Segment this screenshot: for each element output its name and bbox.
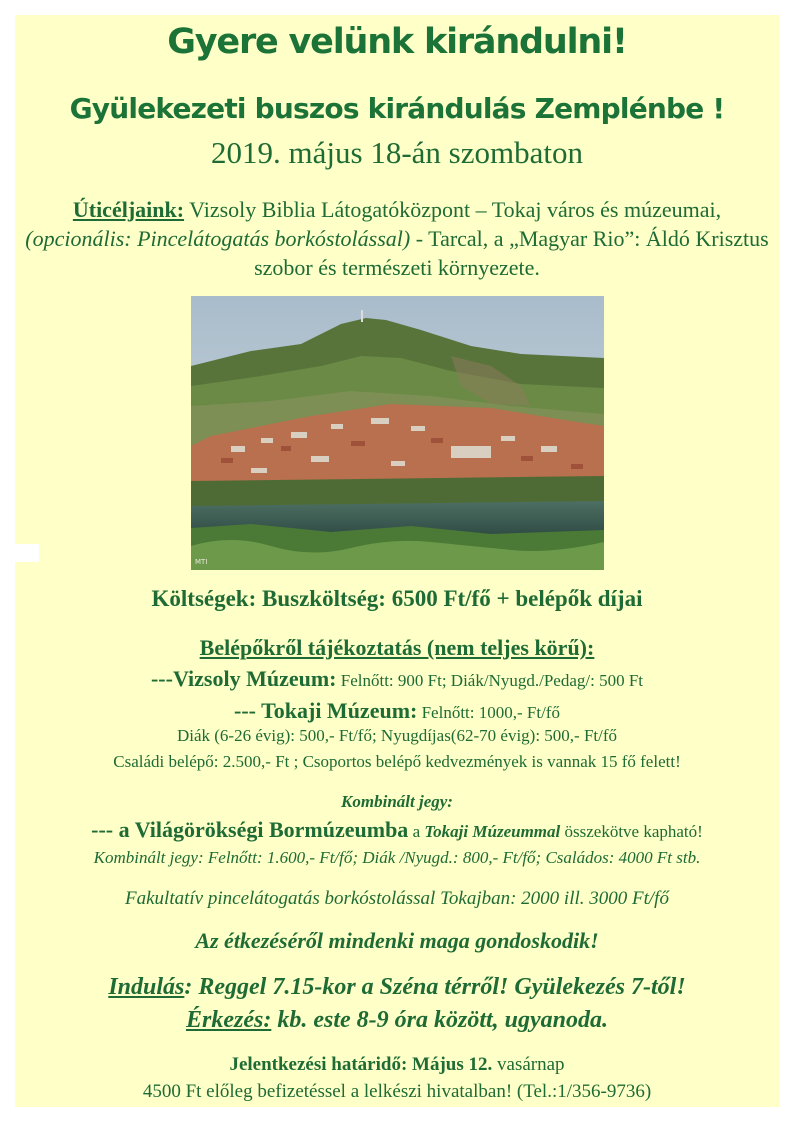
white-corner-mark	[15, 544, 39, 562]
tokaj-museum-name: --- Tokaji Múzeum:	[234, 698, 418, 723]
arrival-text: kb. este 8-9 óra között, ugyanoda.	[271, 1007, 608, 1033]
arrival-label: Érkezés:	[186, 1007, 272, 1033]
flyer-title: Gyere velünk kirándulni!	[167, 22, 627, 62]
combined-ticket-line	[15, 817, 779, 843]
tokaj-museum-line	[15, 698, 779, 724]
trip-date: 2019. május 18-án szombaton	[211, 135, 583, 170]
photo-caption: MTI	[195, 558, 208, 566]
departure-line	[15, 974, 779, 1001]
destinations-optional: (opcionális: Pincelátogatás borkóstolással)	[25, 226, 411, 251]
destinations-paragraph	[15, 195, 779, 282]
registration-deadline: Jelentkezési határidő: Május 12.	[229, 1054, 493, 1075]
departure-text: : Reggel 7.15-kor a Széna térről! Gyülekezés 7-től!	[184, 974, 686, 1000]
destinations-text-1: Vizsoly Biblia Látogatóközpont – Tokaj város és múzeumai,	[184, 197, 722, 222]
vizsoly-museum-name: ---Vizsoly Múzeum:	[150, 666, 337, 691]
combined-tokaj-museum: Tokaji Múzeummal	[424, 822, 561, 841]
departure-label: Indulás	[108, 974, 185, 1000]
combined-ticket-title: Kombinált jegy:	[341, 792, 453, 811]
registration-deadline-line	[15, 1054, 779, 1076]
vizsoly-museum-line	[15, 666, 779, 692]
destinations-label: Úticéljaink:	[72, 197, 185, 222]
registration-deposit-line: 4500 Ft előleg befizetéssel a lelkészi hivatalban! (Tel.:1/356-9736)	[142, 1081, 652, 1102]
destinations-text-2: - Tarcal, a „Magyar Rio”: Áldó Krisztus szobor és természeti környezete.	[254, 226, 769, 280]
food-notice: Az étkezéséről mindenki maga gondoskodik!	[195, 928, 599, 953]
combined-connector: a	[408, 822, 425, 841]
combined-ticket-prices: Kombinált jegy: Felnőtt: 1.600,- Ft/fő; Diák /Nyugd.: 800,- Ft/fő; Családos: 4000 Ft stb.	[93, 848, 701, 867]
tokaj-museum-prices: Felnőtt: 1000,- Ft/fő	[417, 703, 560, 722]
tokaj-family-prices: Családi belépő: 2.500,- Ft ; Csoportos belépő kedvezmények is vannak 15 fő felett!	[113, 752, 681, 771]
tokaj-student-prices: Diák (6-26 évig): 500,- Ft/fő; Nyugdíjas(62-70 évig): 500,- Ft/fő	[176, 726, 618, 745]
flyer-page	[15, 15, 779, 1107]
combined-wine-museum: --- a Világörökségi Bormúzeumba	[91, 817, 409, 842]
vizsoly-museum-prices: Felnőtt: 900 Ft; Diák/Nyugd./Pedag/: 500 Ft	[336, 671, 643, 690]
costs-line: Költségek: Buszköltség: 6500 Ft/fő + belépők díjai	[151, 586, 643, 611]
combined-available: összekötve kapható!	[560, 822, 703, 841]
tokaj-landscape-photo	[191, 296, 604, 570]
ticket-info-title: Belépőkről tájékoztatás (nem teljes körű):	[199, 635, 595, 660]
flyer-subtitle: Gyülekezeti buszos kirándulás Zemplénbe !	[69, 92, 725, 125]
registration-day: vasárnap	[492, 1054, 565, 1075]
arrival-line	[15, 1007, 779, 1034]
optional-wine-tour: Fakultatív pincelátogatás borkóstolással Tokajban: 2000 ill. 3000 Ft/fő	[125, 888, 669, 909]
